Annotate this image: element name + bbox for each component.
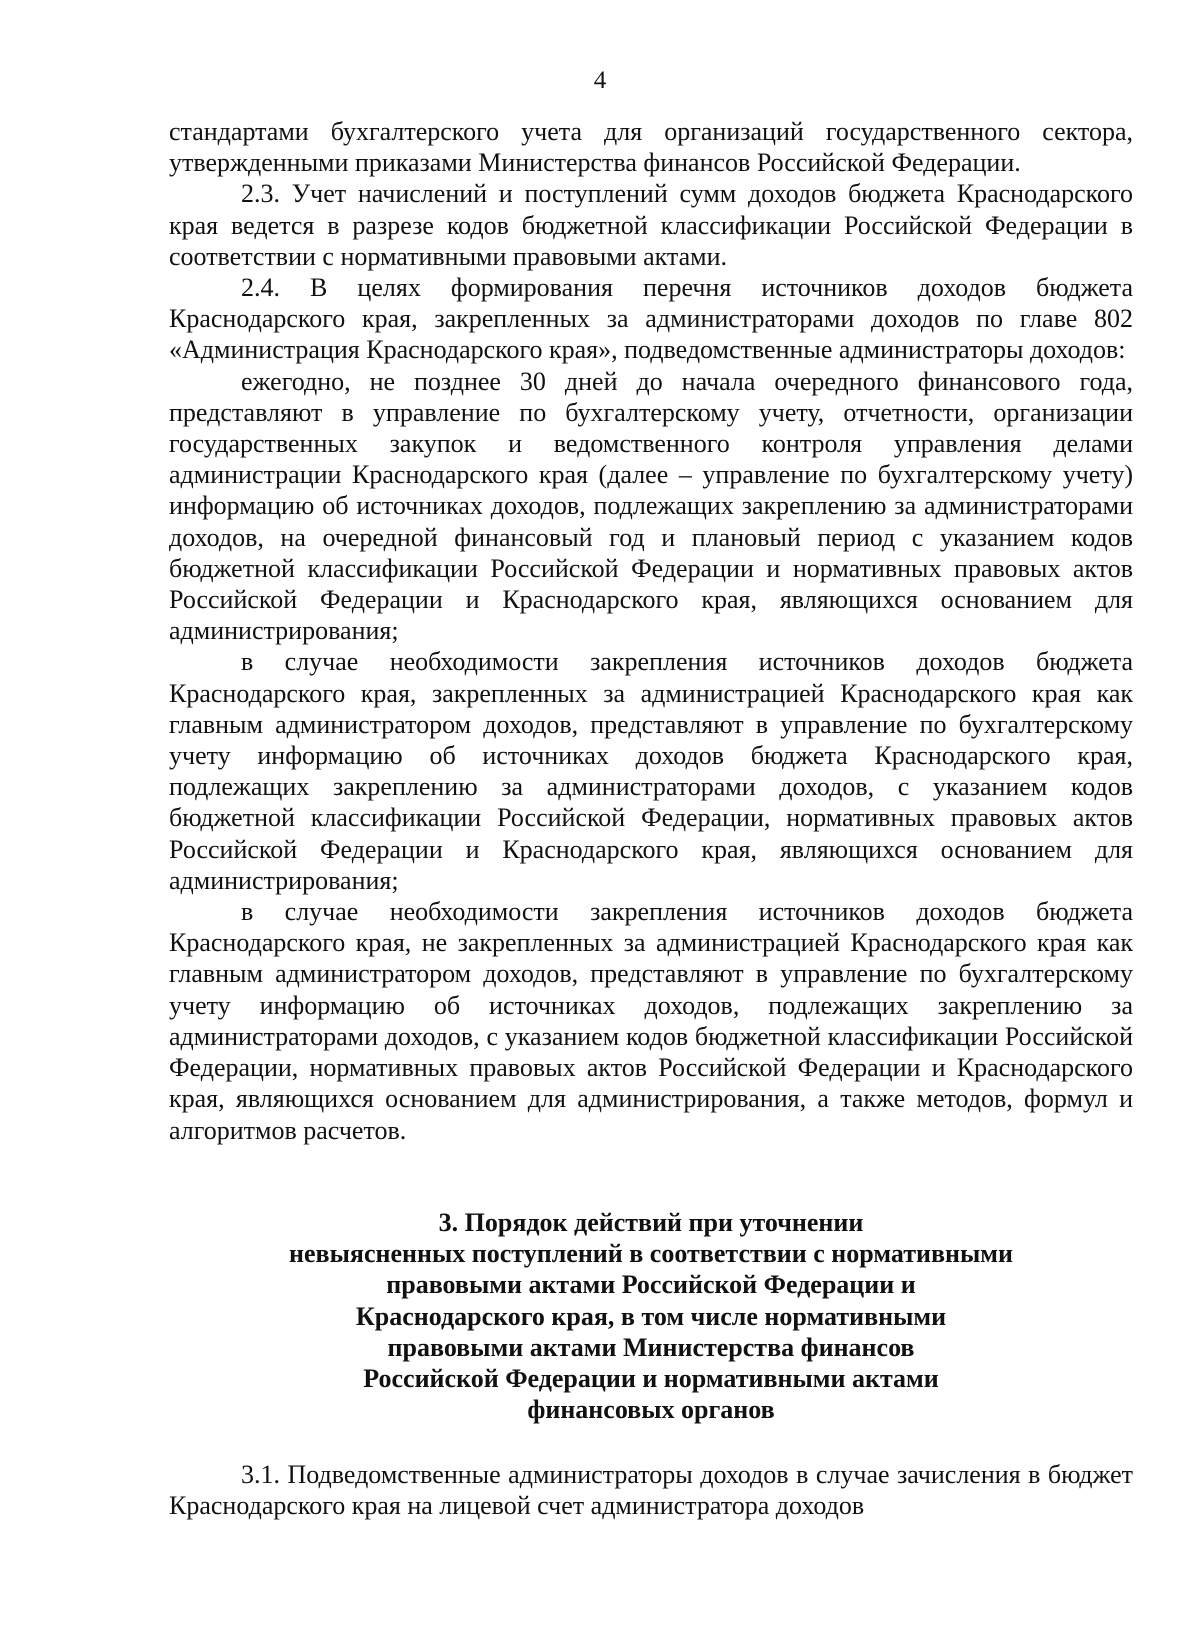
paragraph-2-3: 2.3. Учет начислений и поступлений сумм доходов бюджета Краснодарского края ведется в разрезе кодов бюджетной классификации Российской Федерации в соответствии с нормативными правовыми актами.	[169, 179, 1133, 271]
heading-line: невыясненных поступлений в соответствии с нормативными	[289, 1239, 1013, 1269]
heading-line: финансовых органов	[527, 1395, 775, 1425]
body-text	[169, 116, 1133, 1146]
page-number: 4	[593, 67, 607, 94]
section-3-heading	[169, 1207, 1133, 1425]
paragraph-unfixed-sources: в случае необходимости закрепления источников доходов бюджета Краснодарского края, не закрепленных за администрацией Краснодарского края как главным администратором доходов, представляют в управление по бухгалтерскому учету информацию об источниках доходов, подлежащих закреплению за администраторами доходов, с указанием кодов бюджетной классификации Российской Федерации, нормативных правовых актов Российской Федерации и Краснодарского края, являющихся основанием для администрирования, а также методов, формул и алгоритмов расчетов.	[169, 897, 1133, 1145]
paragraph-3-1: 3.1. Подведомственные администраторы доходов в случае зачисления в бюджет Краснодарского края на лицевой счет администратора доходов	[169, 1460, 1133, 1521]
paragraph-continuation: стандартами бухгалтерского учета для организаций государственного сектора, утвержденными приказами Министерства финансов Российской Федерации.	[169, 117, 1133, 178]
paragraph-fixed-sources: в случае необходимости закрепления источников доходов бюджета Краснодарского края, закрепленных за администрацией Краснодарского края как главным администратором доходов, представляют в управление по бухгалтерскому учету информацию об источниках доходов бюджета Краснодарского края, подлежащих закреплению за администраторами доходов, с указанием кодов бюджетной классификации Российской Федерации, нормативных правовых актов Российской Федерации и Краснодарского края, являющихся основанием для администрирования;	[169, 647, 1133, 895]
paragraph-annual-submission: ежегодно, не позднее 30 дней до начала очередного финансового года, представляют в управление по бухгалтерскому учету, отчетности, организации государственных закупок и ведомственного контроля управления делами администрации Краснодарского края (далее – управление по бухгалтерскому учету) информацию об источниках доходов, подлежащих закреплению за администраторами доходов, на очередной финансовый год и плановый период с указанием кодов бюджетной классификации Российской Федерации и нормативных правовых актов Российской Федерации и Краснодарского края, являющихся основанием для администрирования;	[169, 366, 1133, 646]
heading-line: Краснодарского края, в том числе нормативными	[355, 1301, 947, 1331]
paragraph-2-4: 2.4. В целях формирования перечня источников доходов бюджета Краснодарского края, закрепленных за администраторами доходов по главе 802 «Администрация Краснодарского края», подведомственные администраторы доходов:	[169, 273, 1133, 365]
heading-line: правовыми актами Министерства финансов	[387, 1332, 915, 1362]
section-3-body	[169, 1459, 1133, 1521]
heading-line: правовыми актами Российской Федерации и	[386, 1270, 916, 1300]
heading-line: Российской Федерации и нормативными актами	[363, 1364, 939, 1394]
heading-line: 3. Порядок действий при уточнении	[438, 1208, 864, 1237]
